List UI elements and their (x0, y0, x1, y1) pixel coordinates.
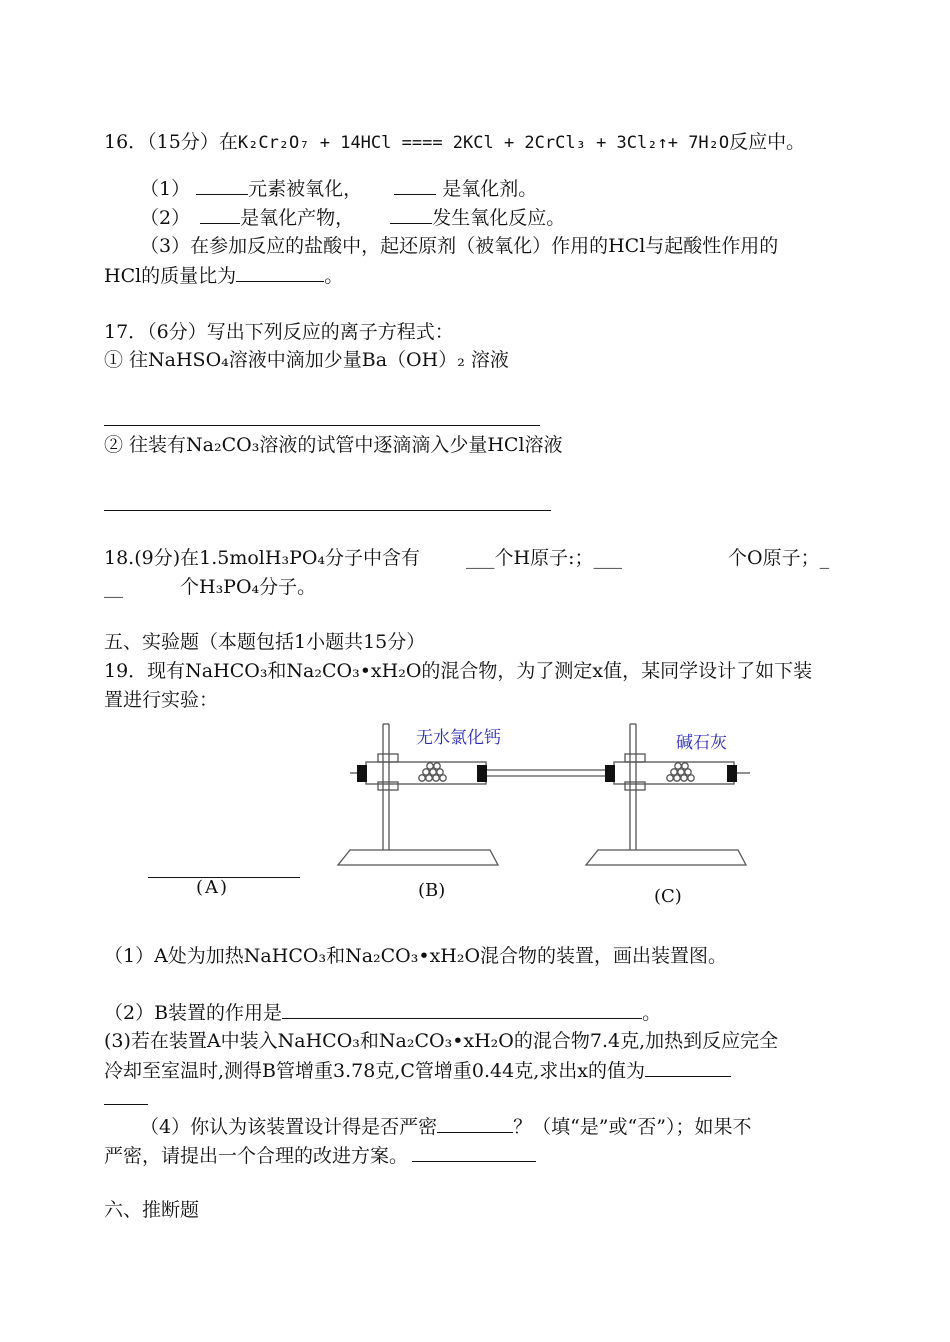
apparatus-diagram (330, 716, 770, 876)
q19-p2-end: 。 (642, 1002, 662, 1024)
q18-line1-c: 个O原子；_ (728, 547, 830, 569)
q16-part1 (140, 176, 537, 201)
label-c: (C) (654, 886, 682, 907)
q16-blank-5[interactable] (236, 263, 324, 282)
q19-blank-2[interactable] (282, 1000, 642, 1019)
label-c-tube: 碱石灰 (676, 733, 727, 752)
q19-p4-a: （4）你认为该装置设计得是否严密 (140, 1116, 438, 1138)
label-a: (A) (196, 877, 230, 898)
q19-stem-line2: 置进行实验： (104, 689, 219, 711)
q19-blank-4a[interactable] (437, 1114, 513, 1133)
q16-p1-num: （1） (140, 178, 191, 200)
q18-line2-a: __ (104, 576, 123, 598)
q16-p2-a: 是氧化产物， (240, 207, 355, 229)
q16-part2 (140, 205, 565, 230)
q16-blank-2[interactable] (394, 176, 436, 195)
q19-p3-text: 冷却至室温时,测得B管增重3.78克,C管增重0.44克,求出x的值为 (104, 1060, 645, 1082)
q19-part4-line1 (140, 1114, 751, 1139)
q16-equation: K₂Cr₂O₇ + 14HCl ==== 2KCl + 2CrCl₃ + 3Cl₂↑+ 7H₂O (237, 133, 730, 153)
q19-stem-line1: 19．现有NaHCO₃和Na₂CO₃•xH₂O的混合物，为了测定x值，某同学设计了如下装 (104, 660, 813, 682)
q19-blank-3[interactable] (645, 1058, 731, 1077)
q16-p3-end: 。 (324, 265, 344, 287)
q16-p1-b: 是氧化剂。 (442, 178, 538, 200)
q17-item-2: ② 往装有Na₂CO₃溶液的试管中逐滴滴入少量HCl溶液 (104, 434, 563, 456)
q19-part4-line2 (104, 1143, 536, 1168)
q17-answer-line-1[interactable] (104, 425, 540, 426)
drying-tube-b (350, 762, 486, 784)
q19-part3-line2 (104, 1058, 731, 1083)
q16-stem (104, 130, 805, 155)
q16-part3-line1: （3）在参加反应的盐酸中，起还原剂（被氧化）作用的HCl与起酸性作用的 (140, 235, 779, 257)
q16-blank-4[interactable] (390, 205, 432, 224)
q16-p1-a: 元素被氧化， (248, 178, 363, 200)
q17-answer-line-2[interactable] (104, 510, 551, 511)
q16-blank-3[interactable] (200, 205, 240, 224)
granules-b (419, 763, 446, 781)
granules-c (667, 763, 694, 781)
label-b: (B) (418, 880, 446, 901)
q17-item-1: ① 往NaHSO₄溶液中滴加少量Ba（OH）₂ 溶液 (104, 349, 509, 371)
q18-line1-b: ___个H原子:；___ (466, 547, 622, 569)
q19-part2 (104, 1000, 661, 1025)
q19-blank-3-continued[interactable] (104, 1104, 148, 1105)
q19-part1: （1）A处为加热NaHCO₃和Na₂CO₃•xH₂O混合物的装置，画出装置图。 (104, 945, 728, 967)
q19-p4-b: ？（填“是”或“否”）；如果不 (513, 1116, 752, 1138)
q19-p2-text: （2）B装置的作用是 (104, 1002, 283, 1024)
q18-line1-a: 18.(9分)在1.5molH₃PO₄分子中含有 (104, 547, 421, 569)
q19-blank-4b[interactable] (412, 1143, 536, 1162)
q16-part3-line2 (104, 263, 343, 288)
q16-head: 16．（15分）在 (104, 131, 238, 153)
q19-p4-c: 严密，请提出一个合理的改进方案。 (104, 1145, 409, 1167)
q17-title: 17．（6分）写出下列反应的离子方程式： (104, 321, 454, 343)
q18-line2-b: 个H₃PO₄分子。 (180, 576, 317, 598)
q16-p2-b: 发生氧化反应。 (432, 207, 566, 229)
q16-tail: 反应中。 (729, 131, 806, 153)
q16-p2-num: （2） (140, 207, 191, 229)
q16-p3-text: HCl的质量比为 (104, 265, 237, 287)
q16-blank-1[interactable] (196, 176, 248, 195)
section-5-heading: 五、实验题（本题包括1小题共15分） (104, 631, 426, 653)
label-b-tube: 无水氯化钙 (416, 728, 501, 747)
section-6-heading: 六、推断题 (104, 1199, 200, 1221)
q19-part3-line1: (3)若在装置A中装入NaHCO₃和Na₂CO₃•xH₂O的混合物7.4克,加热到反应完全 (104, 1030, 779, 1052)
